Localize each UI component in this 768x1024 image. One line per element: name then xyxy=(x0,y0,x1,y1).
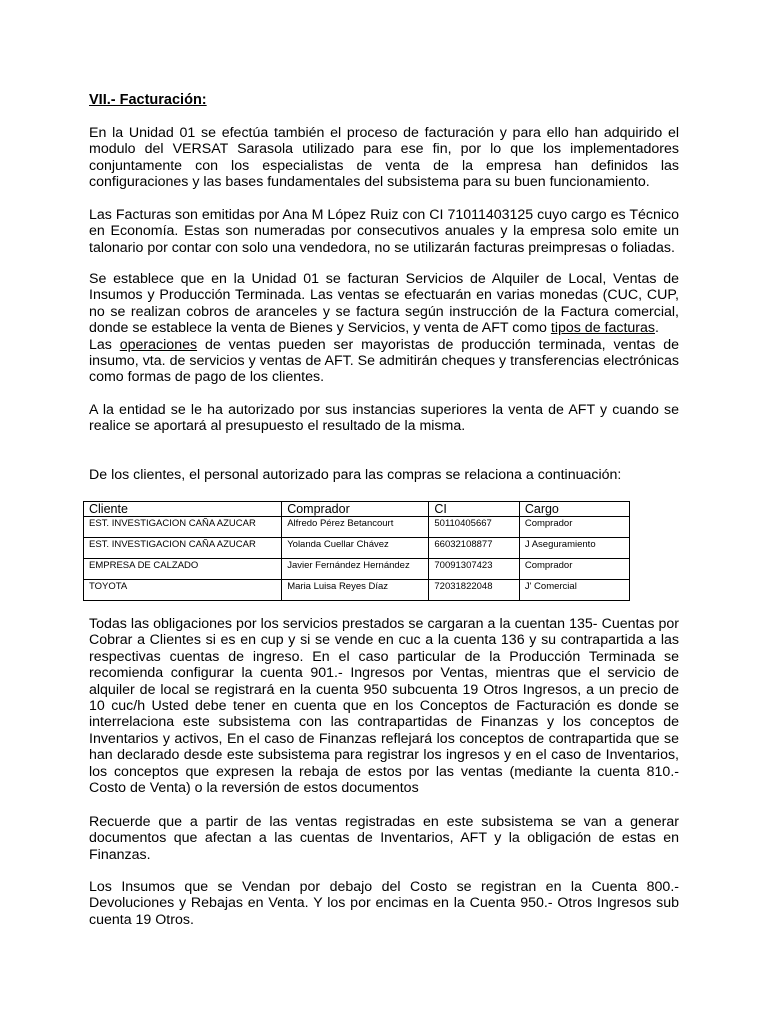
paragraph-supplies: Los Insumos que se Vendan por debajo del Costo se registran en la Cuenta 800.- Devoluciones y Rebajas en Venta. Y los por encimas en la Cuenta 950.- Otros Ingresos sub cuenta 19 Otros. xyxy=(89,879,679,928)
paragraph-clients-intro: De los clientes, el personal autorizado para las compras se relaciona a continuación: xyxy=(89,467,622,483)
cell-comprador: Javier Fernández Hernández xyxy=(282,559,429,580)
cell-comprador: Maria Luisa Reyes Díaz xyxy=(282,580,429,601)
cell-ci: 70091307423 xyxy=(429,559,519,580)
paragraph-obligations: Todas las obligaciones por los servicios prestados se cargaran a la cuentan 135- Cuentas por Cobrar a Clientes si es en cup y si se vende en cuc a la cuenta 136 y su contrapartida a las respectivas cuentas de ingreso. En el caso particular de la Producción Terminada se recomienda configurar la cuenta 901.- Ingresos por Ventas, mientras que el servicio de alquiler de local se registrará en la cuenta 950 subcuenta 19 Otros Ingresos, a un precio de 10 cuc/h Usted debe tener en cuenta que en los Conceptos de Facturación es donde se interrelaciona este subsistema con las contrapartidas de Finanzas y los conceptos de Inventarios y activos, En el caso de Finanzas reflejará los conceptos de contrapartida que se han declarado desde este subsistema para registrar los ingresos y en el caso de Inventarios, los conceptos que expresen la rebaja de estos por las ventas (mediante la cuenta 810.- Costo de Venta) o la reversión de estos documentos xyxy=(89,616,679,797)
operations-link[interactable]: operaciones xyxy=(119,336,198,353)
invoice-types-link[interactable]: tipos de facturas xyxy=(550,320,655,337)
table-row xyxy=(84,559,630,580)
cell-ci: 66032108877 xyxy=(429,538,519,559)
cell-cliente: EST. INVESTIGACION CAÑA AZUCAR xyxy=(84,517,282,538)
paragraph-services xyxy=(89,271,679,386)
header-comprador: Comprador xyxy=(282,502,429,517)
table-row xyxy=(84,580,630,601)
header-cargo: Cargo xyxy=(519,502,629,517)
table-row xyxy=(84,538,630,559)
services-text-3: Las xyxy=(89,336,120,353)
cell-cargo: J' Comercial xyxy=(519,580,629,601)
paragraph-reminder: Recuerde que a partir de las ventas registradas en este subsistema se van a generar documentos que afectan a las cuentas de Inventarios, AFT y la obligación de estas en Finanzas. xyxy=(89,814,679,863)
header-cliente: Cliente xyxy=(84,502,282,517)
cell-cliente: TOYOTA xyxy=(84,580,282,601)
services-text-2: . xyxy=(655,320,659,337)
cell-cliente: EMPRESA DE CALZADO xyxy=(84,559,282,580)
paragraph-invoices: Las Facturas son emitidas por Ana M López Ruiz con CI 71011403125 cuyo cargo es Técnico en Economía. Estas son numeradas por consecutivos anuales y la empresa solo emite un talonario por contar con solo una vendedora, no se utilizarán facturas preimpresas o foliadas. xyxy=(89,207,679,256)
services-text-1: Se establece que en la Unidad 01 se facturan Servicios de Alquiler de Local, Ventas de Insumos y Producción Terminada. Las ventas se efectuarán en varias monedas (CUC, CUP, no se realizan cobros de aranceles y se factura según instrucción de la Factura comercial, donde se establece la venta de Bienes y Servicios, y venta de AFT como xyxy=(89,271,679,337)
section-heading: VII.- Facturación: xyxy=(89,92,207,108)
cell-cargo: Comprador xyxy=(519,517,629,538)
cell-comprador: Yolanda Cuellar Chávez xyxy=(282,538,429,559)
paragraph-aft: A la entidad se le ha autorizado por sus instancias superiores la venta de AFT y cuando se realice se aportará al presupuesto el resultado de la misma. xyxy=(89,402,679,435)
cell-cliente: EST. INVESTIGACION CAÑA AZUCAR xyxy=(84,538,282,559)
services-text-4: de ventas pueden ser mayoristas de producción terminada, ventas de insumo, vta. de servicios y ventas de AFT. Se admitirán cheques y transferencias electrónicas como formas de pago de los clientes. xyxy=(89,336,679,386)
header-ci: CI xyxy=(429,502,519,517)
cell-ci: 50110405667 xyxy=(429,517,519,538)
cell-comprador: Alfredo Pérez Betancourt xyxy=(282,517,429,538)
table-row xyxy=(84,517,630,538)
clients-table xyxy=(83,501,630,601)
cell-cargo: Comprador xyxy=(519,559,629,580)
paragraph-intro: En la Unidad 01 se efectúa también el proceso de facturación y para ello han adquirido el modulo del VERSAT Sarasola utilizado para ese fin, por lo que los implementadores conjuntamente con los especialistas de venta de la empresa han definidos las configuraciones y las bases fundamentales del subsistema para su buen funcionamiento. xyxy=(89,125,679,191)
cell-cargo: J Aseguramiento xyxy=(519,538,629,559)
table-header-row xyxy=(84,502,630,517)
cell-ci: 72031822048 xyxy=(429,580,519,601)
